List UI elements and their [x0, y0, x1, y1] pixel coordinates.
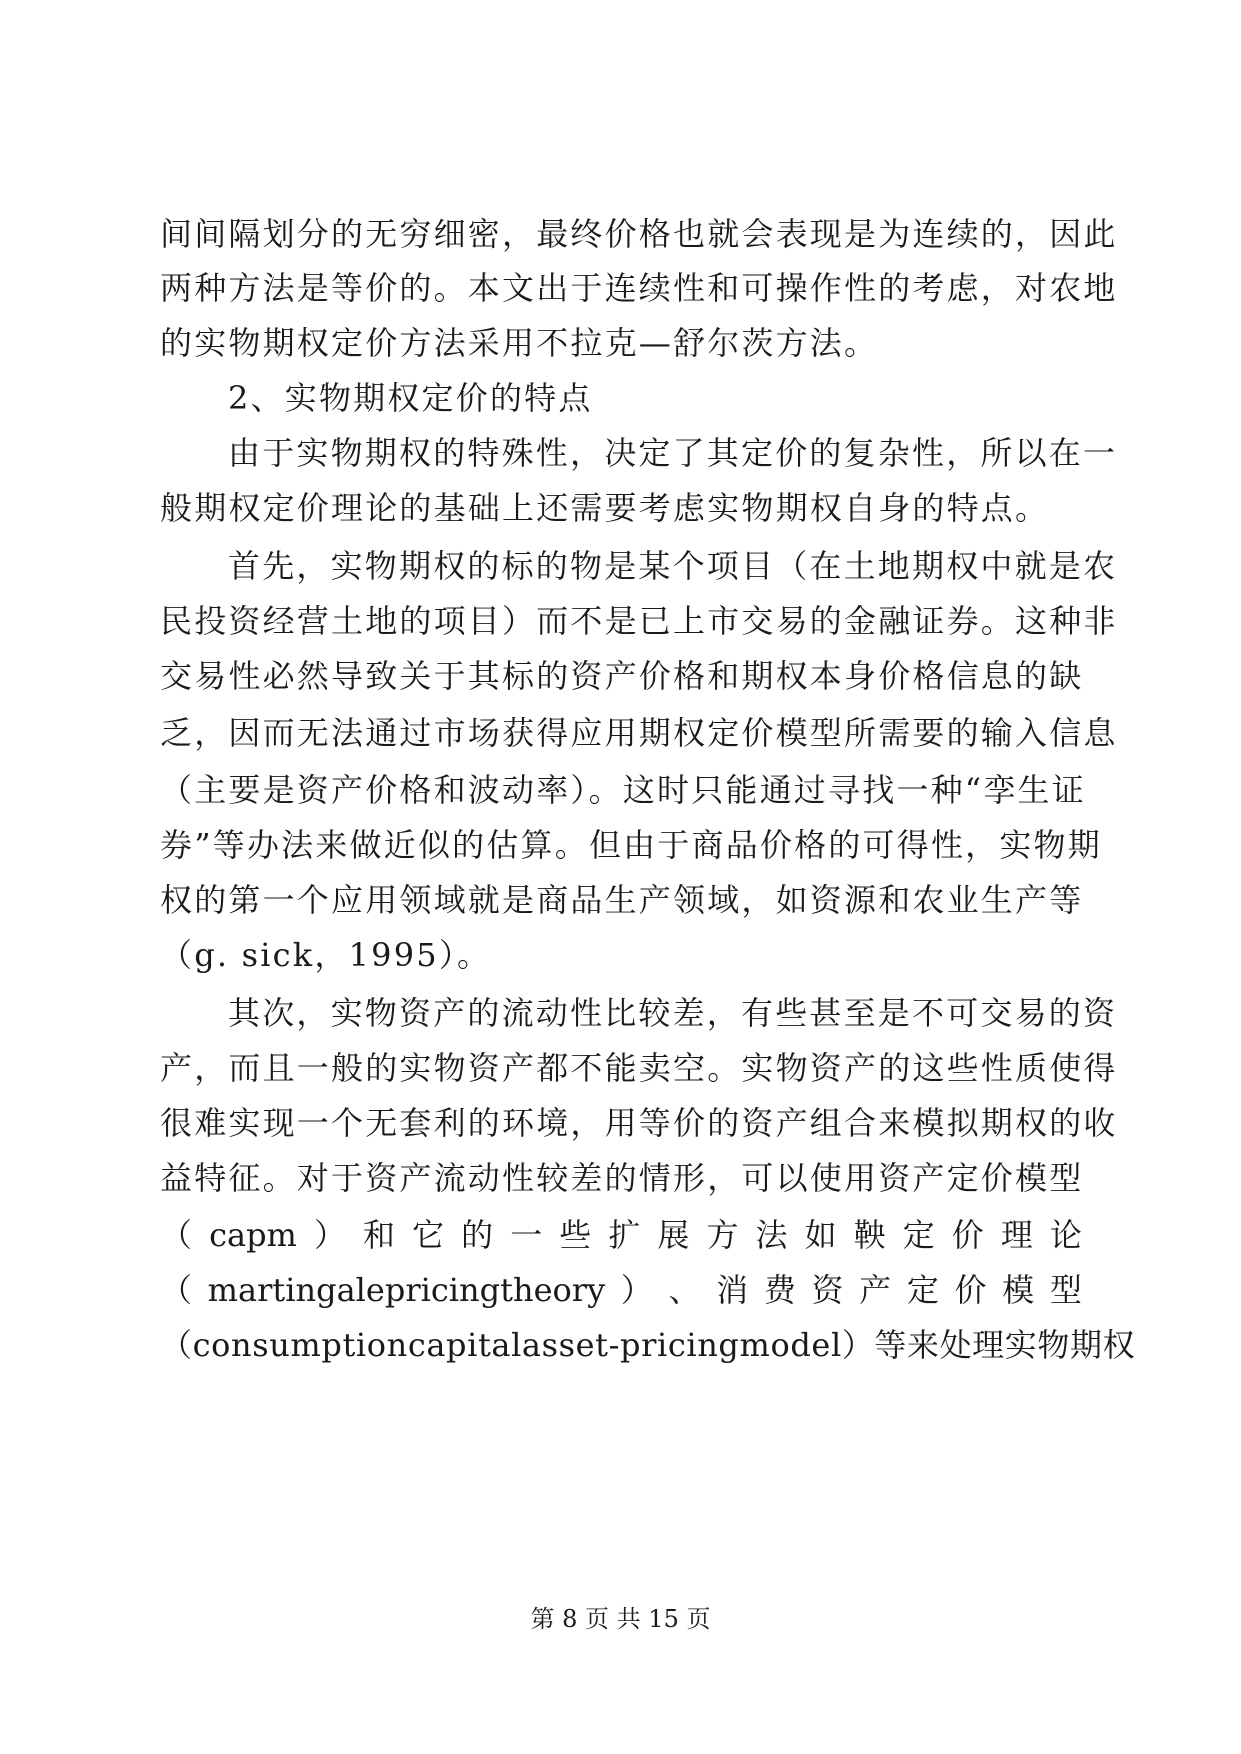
word: 费	[763, 1271, 796, 1309]
text-line: 的实物期权定价方法采用不拉克—舒尔茨方法。	[160, 324, 879, 362]
text-line: 产，而且一般的实物资产都不能卖空。实物资产的这些性质使得	[160, 1049, 1118, 1087]
text-line: （主要是资产价格和波动率）。这时只能通过寻找一种“孪生证	[160, 771, 1086, 809]
text-line: 券”等办法来做近似的估算。但由于商品价格的可得性，实物期	[160, 826, 1102, 864]
text-line: 两种方法是等价的。本文出于连续性和可操作性的考虑，对农地	[160, 269, 1118, 307]
text-line: 其次，实物资产的流动性比较差，有些甚至是不可交易的资	[228, 994, 1118, 1032]
text-line: 乏，因而无法通过市场获得应用期权定价模型所需要的输入信息	[160, 714, 1118, 752]
word: 论	[1049, 1216, 1082, 1254]
text-line: 般期权定价理论的基础上还需要考虑实物期权自身的特点。	[160, 489, 1050, 527]
word: 它	[412, 1216, 445, 1254]
word: 如	[804, 1216, 837, 1254]
word: 模	[1002, 1271, 1035, 1309]
word: 定	[902, 1216, 935, 1254]
word: 理	[1000, 1216, 1033, 1254]
word: 扩	[608, 1216, 641, 1254]
text-line-martingale	[160, 1260, 1082, 1320]
word: capm	[209, 1216, 297, 1254]
word: 、	[668, 1271, 701, 1309]
text-line-capm	[160, 1205, 1082, 1265]
word: 一	[510, 1216, 543, 1254]
word: 和	[363, 1216, 396, 1254]
text-line: 权的第一个应用领域就是商品生产领域，如资源和农业生产等	[160, 881, 1084, 919]
word: （	[160, 1216, 193, 1254]
word: 产	[859, 1271, 892, 1309]
text-line: 益特征。对于资产流动性较差的情形，可以使用资产定价模型	[160, 1159, 1084, 1197]
word: 价	[954, 1271, 987, 1309]
word: （	[160, 1271, 193, 1309]
text-line: 间间隔划分的无穷细密，最终价格也就会表现是为连续的，因此	[160, 215, 1118, 253]
text-line: 由于实物期权的特殊性，决定了其定价的复杂性，所以在一	[228, 434, 1118, 472]
word: 展	[657, 1216, 690, 1254]
word: 的	[461, 1216, 494, 1254]
text-line: （consumptioncapitalasset-pricingmodel）等来处理实物期权	[160, 1326, 1136, 1364]
section-heading: 2、实物期权定价的特点	[228, 379, 593, 417]
word: 价	[951, 1216, 984, 1254]
text-line: 民投资经营土地的项目）而不是已上市交易的金融证券。这种非	[160, 602, 1118, 640]
word: 型	[1049, 1271, 1082, 1309]
word: 资	[811, 1271, 844, 1309]
text-line: 交易性必然导致关于其标的资产价格和期权本身价格信息的缺	[160, 657, 1084, 695]
word: 消	[716, 1271, 749, 1309]
page-number-footer: 第 8 页 共 15 页	[530, 1605, 711, 1633]
word: ）	[313, 1216, 346, 1254]
text-line: 很难实现一个无套利的环境，用等价的资产组合来模拟期权的收	[160, 1104, 1118, 1142]
word: 定	[906, 1271, 939, 1309]
word: 些	[559, 1216, 592, 1254]
word: ）	[620, 1271, 653, 1309]
word: 法	[755, 1216, 788, 1254]
text-line: 首先，实物期权的标的物是某个项目（在土地期权中就是农	[228, 547, 1118, 585]
word: 方	[706, 1216, 739, 1254]
word: martingalepricingtheory	[207, 1271, 606, 1309]
text-line: （g. sick，1995）。	[160, 936, 492, 974]
word: 鞅	[853, 1216, 886, 1254]
